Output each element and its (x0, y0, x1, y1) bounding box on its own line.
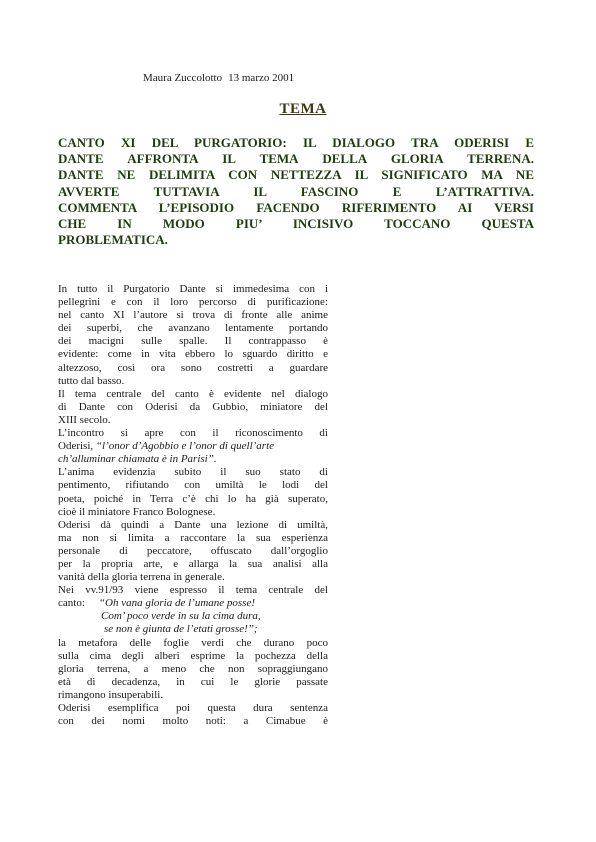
verse-91: “Oh vana gloria de l’umane posse! (98, 597, 256, 610)
body-line: tutto dal basso. (58, 374, 125, 387)
essay-prompt (58, 135, 534, 248)
body-line: XIII secolo. (58, 413, 111, 426)
body-line: per la propria arte, e allarga la sua analisi alla (58, 557, 328, 570)
body-line-lead: Oderisi, (58, 440, 94, 453)
document-date: 13 marzo 2001 (228, 72, 295, 84)
body-line: L’anima evidenzia subito il suo stato di (58, 466, 328, 479)
title-wrapper (0, 100, 596, 118)
verse-92: Com’ poco verde in su la cima dura, (101, 610, 261, 623)
essay-body (58, 283, 328, 728)
verse-line-lead (58, 597, 328, 610)
body-line: Oderisi esemplifica poi questa dura sentenza (58, 702, 328, 714)
body-line: vanità della gloria terrena in generale. (58, 571, 225, 584)
body-line: dei macigni sulle spalle. Il contrappasso è (58, 335, 328, 348)
body-line: dei superbi, che avanzano lentamente portando (58, 322, 328, 335)
body-line: Il tema centrale del canto è evidente nel dialogo (58, 387, 328, 400)
prompt-line: CANTO XI DEL PURGATORIO: IL DIALOGO TRA ODERISI E (58, 135, 534, 150)
body-line: pentimento, rifiutando con umiltà le lodi del (58, 479, 328, 492)
body-line: sulla cima degli alberi esprime la pochezza della (58, 649, 328, 662)
prompt-line: DANTE AFFRONTA IL TEMA DELLA GLORIA TERRENA. (58, 151, 534, 167)
prompt-line: COMMENTA L’EPISODIO FACENDO RIFERIMENTO AI VERSI (58, 199, 534, 215)
body-line: rimangono insuperabili. (58, 688, 164, 701)
prompt-line: PROBLEMATICA. (58, 232, 168, 248)
body-line: evidente: come in vita ebbero lo sguardo diritto e (58, 348, 328, 361)
body-line-lead: canto: (58, 597, 85, 610)
body-line: la metafora delle foglie verdi che durano poco (58, 636, 328, 649)
page-title: TEMA (279, 101, 327, 117)
body-line: Nei vv.91/93 viene espresso il tema centrale del (58, 584, 328, 597)
author-name: Maura Zuccolotto (143, 72, 223, 84)
prompt-line: AVVERTE TUTTAVIA IL FASCINO E L’ATTRATTIVA. (58, 183, 534, 199)
body-line: Oderisi dà quindi a Dante una lezione di umiltà, (58, 518, 328, 531)
author-date-line (143, 72, 294, 84)
quote-line: ch’alluminar chiamata è in Parisi”. (58, 453, 217, 466)
body-line: personale di peccatore, offuscato dall’orgoglio (58, 544, 328, 557)
body-line: cioè il miniatore Franco Bolognese. (58, 505, 216, 518)
body-line: di Dante con Oderisi da Gubbio, miniatore del (58, 400, 328, 413)
prompt-line: DANTE NE DELIMITA CON NETTEZZA IL SIGNIFICATO MA NE (58, 167, 534, 183)
body-line-with-quote (58, 440, 328, 453)
prompt-line: CHE IN MODO PIU’ INCISIVO TOCCANO QUESTA (58, 215, 534, 231)
verse-93: se non è giunta de l’etati grosse!”; (104, 623, 258, 636)
body-line: poeta, poiché in Terra c’è chi lo ha già superato, (58, 492, 328, 505)
body-line: gloria terrena, a meno che non sopraggiungano (58, 662, 328, 675)
body-line: pellegrini e con il loro percorso di purificazione: (58, 296, 328, 309)
body-line: ma non si limita a raccontare la sua esperienza (58, 531, 328, 544)
body-line: nel canto XI l’autore si trova di fronte alle anime (58, 309, 328, 322)
body-line: L’incontro si apre con il riconoscimento di (58, 427, 328, 440)
body-line: con dei nomi molto noti: a Cimabue è (58, 715, 328, 728)
body-line: In tutto il Purgatorio Dante si immedesima con i (58, 283, 328, 295)
body-line: altezzoso, così ora sono costretti a guardare (58, 361, 328, 374)
body-line: età di decadenza, in cui le glorie passate (58, 675, 328, 688)
quote-inline: “l’onor d’Agobbio e l’onor di quell’arte (95, 440, 275, 453)
